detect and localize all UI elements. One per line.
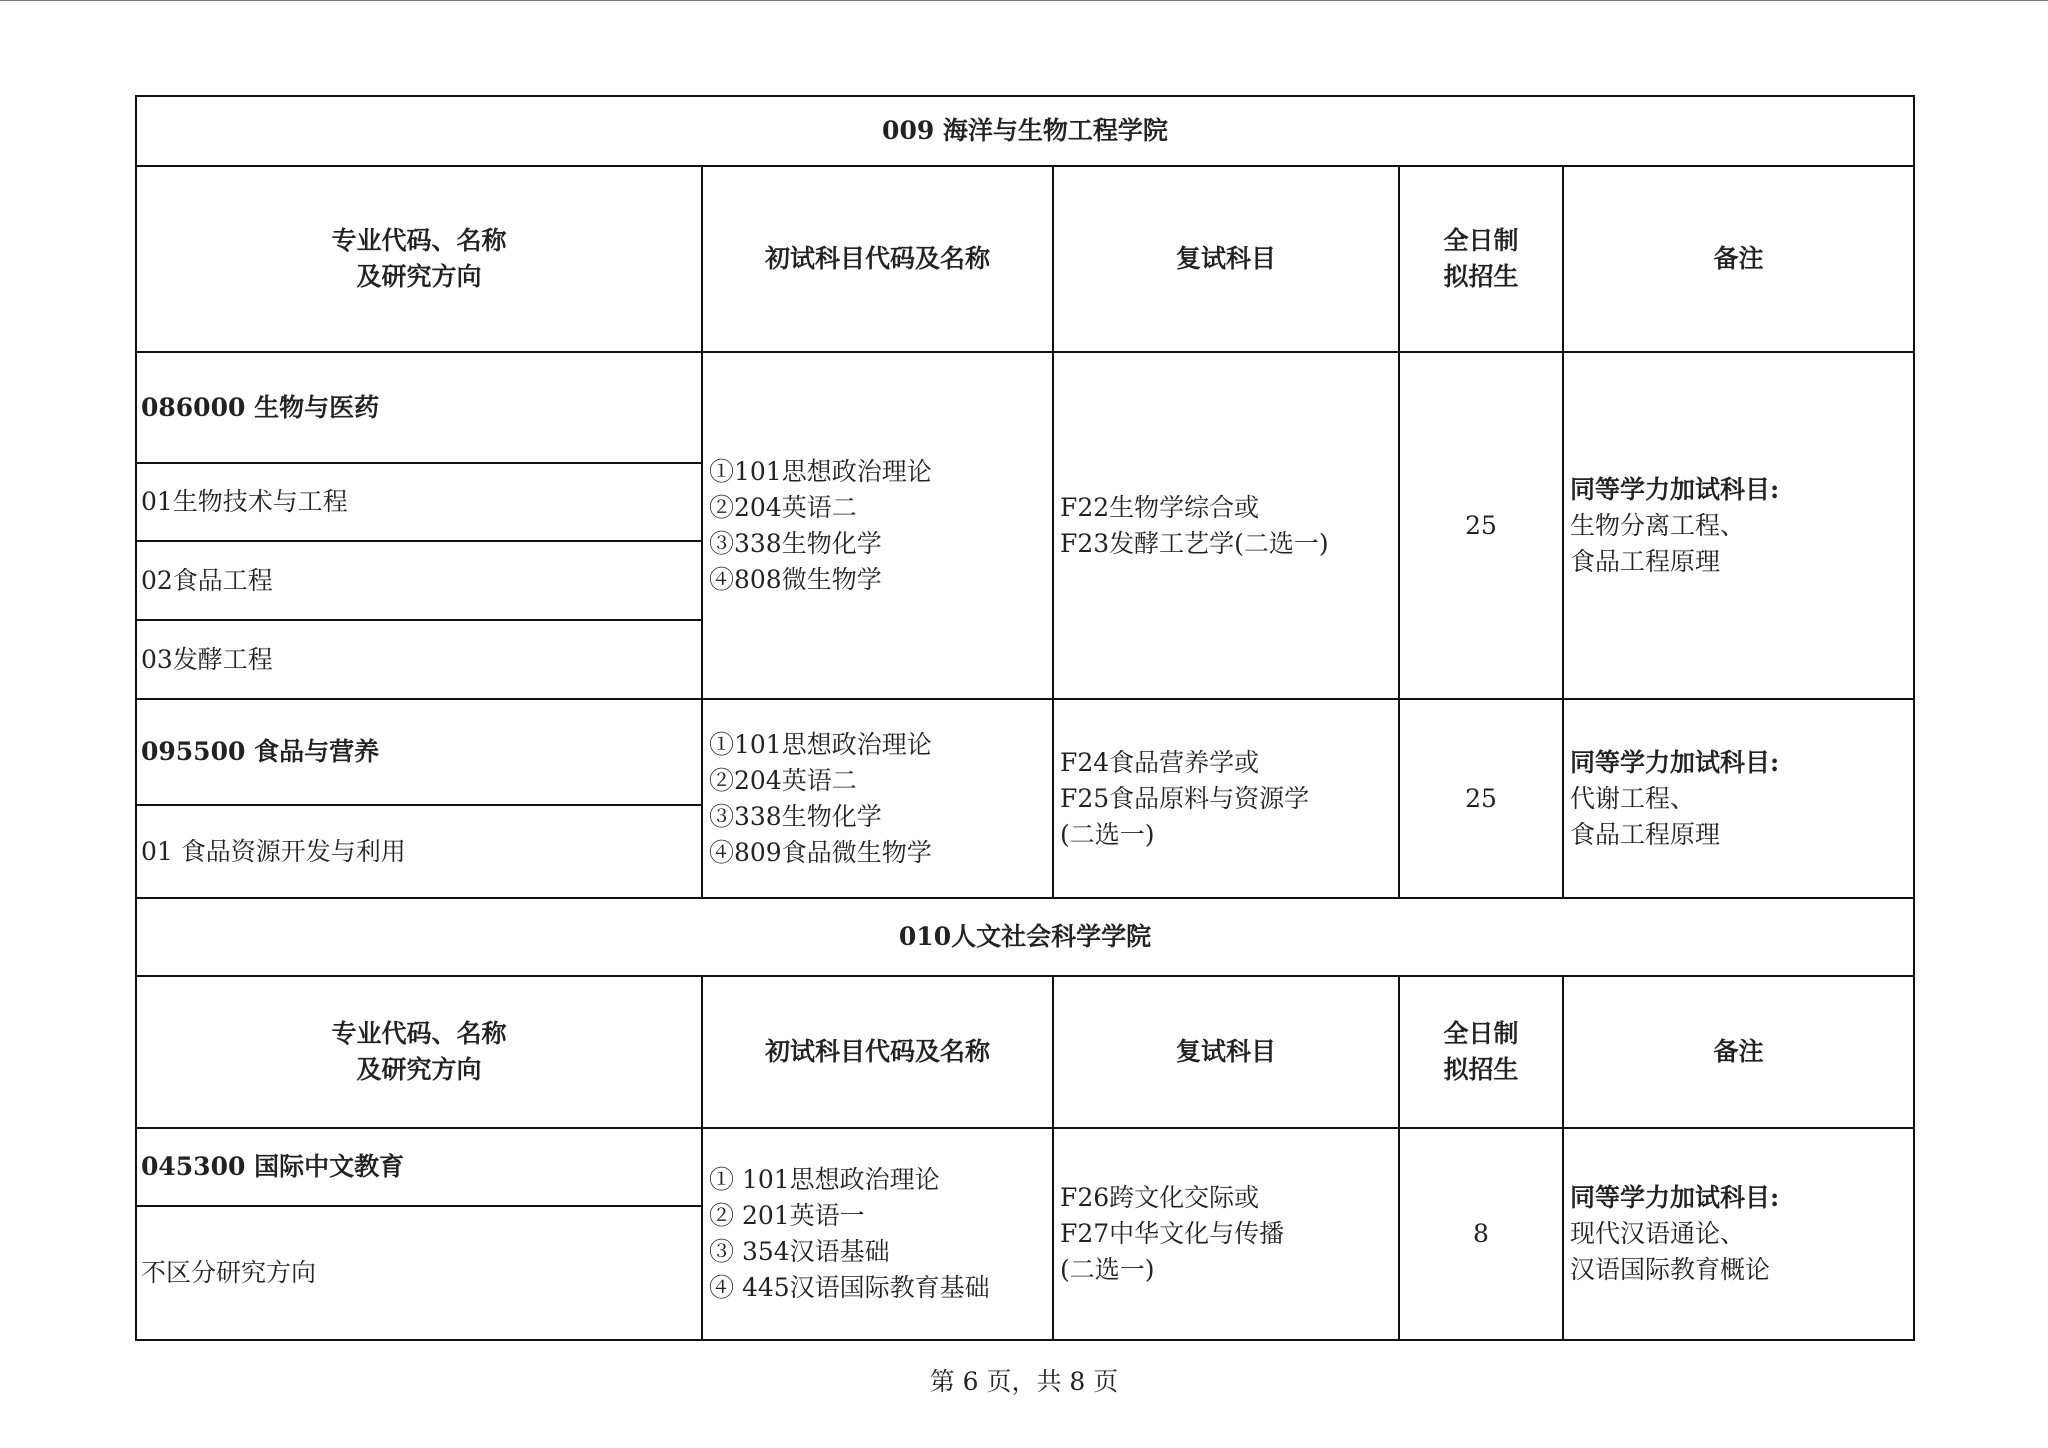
- note-heading: 同等学力加试科目:: [1570, 747, 1780, 777]
- header-note: 备注: [1563, 976, 1914, 1128]
- note-heading: 同等学力加试科目:: [1570, 474, 1780, 504]
- header-retest: 复试科目: [1053, 976, 1399, 1128]
- column-header-row: [136, 166, 1914, 352]
- major-row: [136, 352, 1914, 463]
- college-title-row: [136, 898, 1914, 976]
- quota-value: 25: [1399, 699, 1563, 898]
- major-name: 086000 生物与医药: [136, 352, 702, 463]
- college-title-row: [136, 96, 1914, 166]
- retest-subjects: F22生物学综合或 F23发酵工艺学(二选一): [1053, 352, 1399, 699]
- header-first-exam: 初试科目代码及名称: [702, 166, 1053, 352]
- header-retest: 复试科目: [1053, 166, 1399, 352]
- header-major: 专业代码、名称 及研究方向: [136, 166, 702, 352]
- header-note: 备注: [1563, 166, 1914, 352]
- college-title: 010人文社会科学学院: [136, 898, 1914, 976]
- header-major: 专业代码、名称 及研究方向: [136, 976, 702, 1128]
- retest-subjects: F24食品营养学或 F25食品原料与资源学 (二选一): [1053, 699, 1399, 898]
- page-top-edge: [0, 0, 2048, 1]
- college-title: 009 海洋与生物工程学院: [136, 96, 1914, 166]
- note-cell: 同等学力加试科目: 现代汉语通论、 汉语国际教育概论: [1563, 1128, 1914, 1340]
- research-direction: 01生物技术与工程: [136, 463, 702, 541]
- major-row: [136, 699, 1914, 805]
- major-name: 095500 食品与营养: [136, 699, 702, 805]
- research-direction: 02食品工程: [136, 541, 702, 620]
- column-header-row: [136, 976, 1914, 1128]
- research-direction: 01 食品资源开发与利用: [136, 805, 702, 898]
- quota-value: 25: [1399, 352, 1563, 699]
- major-name: 045300 国际中文教育: [136, 1128, 702, 1206]
- header-first-exam: 初试科目代码及名称: [702, 976, 1053, 1128]
- header-quota: 全日制 拟招生: [1399, 976, 1563, 1128]
- first-exam-subjects: ①101思想政治理论 ②204英语二 ③338生物化学 ④808微生物学: [702, 352, 1053, 699]
- research-direction: 不区分研究方向: [136, 1206, 702, 1340]
- admission-catalog-table: [135, 95, 1915, 1341]
- retest-subjects: F26跨文化交际或 F27中华文化与传播 (二选一): [1053, 1128, 1399, 1340]
- page-footer: 第 6 页，共 8 页: [929, 1367, 1119, 1396]
- quota-value: 8: [1399, 1128, 1563, 1340]
- note-heading: 同等学力加试科目:: [1570, 1183, 1780, 1212]
- first-exam-subjects: ① 101思想政治理论 ② 201英语一 ③ 354汉语基础 ④ 445汉语国际教育基础: [702, 1128, 1053, 1340]
- research-direction: 03发酵工程: [136, 620, 702, 699]
- note-cell: 同等学力加试科目: 代谢工程、 食品工程原理: [1563, 699, 1914, 898]
- first-exam-subjects: ①101思想政治理论 ②204英语二 ③338生物化学 ④809食品微生物学: [702, 699, 1053, 898]
- major-row: [136, 1128, 1914, 1206]
- header-quota: 全日制 拟招生: [1399, 166, 1563, 352]
- note-cell: 同等学力加试科目: 生物分离工程、 食品工程原理: [1563, 352, 1914, 699]
